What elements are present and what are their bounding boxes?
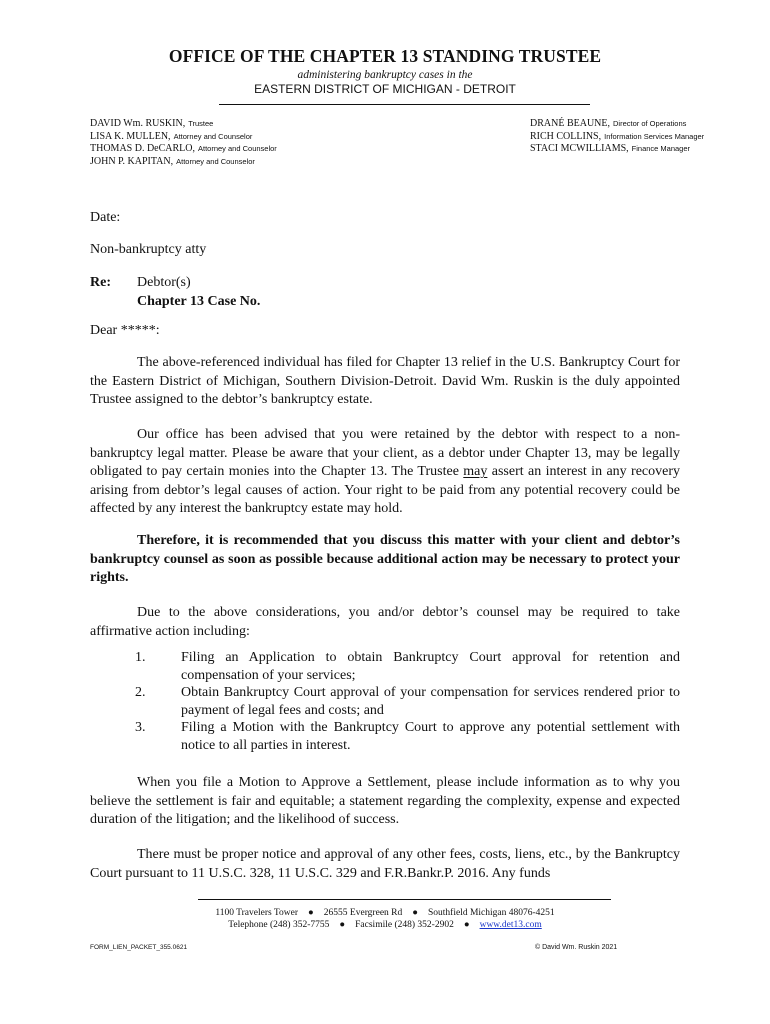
- paragraph-5: [90, 774, 680, 830]
- footer-address-building: 1100 Travelers Tower: [215, 908, 299, 918]
- staff-name: LISA K. MULLEN,: [90, 130, 171, 142]
- paragraph-6: [90, 846, 680, 883]
- list-item: [90, 649, 680, 684]
- paragraph-6-text: There must be proper notice and approval of any other fees, costs, liens, etc., by the Bankruptcy Court pursuant to 11 U.S.C. 328, 11 U.S.C. 329 and F.R.Bankr.P. 2016. Any funds: [90, 847, 680, 881]
- re-case-number: Chapter 13 Case No.: [137, 293, 261, 309]
- staff-role: Finance Manager: [631, 144, 691, 153]
- staff-role: Information Services Manager: [604, 131, 705, 141]
- bullet-separator: ●: [308, 908, 314, 918]
- staff-name: RICH COLLINS,: [530, 130, 602, 142]
- staff-list-left: [90, 118, 277, 168]
- staff-name: DAVID Wm. RUSKIN,: [90, 118, 186, 129]
- staff-role: Director of Operations: [613, 119, 687, 128]
- paragraph-5-text: When you file a Motion to Approve a Settlement, please include information as to why you believe the settlement is fair and equitable; a statement regarding the complexity, expense and expected duration of the litigation; and the likelihood of success.: [90, 775, 680, 828]
- header-divider: [219, 104, 590, 105]
- list-item-number: 2.: [135, 685, 146, 700]
- staff-entry: [90, 156, 277, 169]
- staff-name: STACI MCWILLIAMS,: [530, 143, 629, 154]
- list-item-text: Filing a Motion with the Bankruptcy Court to approve any potential settlement with notice to all parties in interest.: [181, 720, 680, 753]
- staff-role: Attorney and Counselor: [173, 131, 253, 141]
- re-lines: [137, 274, 260, 311]
- date-line: Date:: [90, 210, 121, 225]
- recommendation-text: Therefore, it is recommended that you discuss this matter with your client and debtor’s bankruptcy counsel as soon as possible because additional action may be necessary to protect your rights.: [90, 533, 680, 586]
- footer-contact: [0, 919, 770, 931]
- form-identifier: FORM_LIEN_PACKET_355.0621: [90, 944, 188, 951]
- footer-address: [0, 907, 770, 919]
- staff-role: Attorney and Counselor: [176, 156, 255, 166]
- paragraph-4: [90, 604, 680, 641]
- list-item-text: Obtain Bankruptcy Court approval of your compensation for services rendered prior to payment of legal fees and costs; and: [181, 685, 680, 718]
- salutation: Dear *****:: [90, 323, 160, 338]
- staff-name: DRANÉ BEAUNE,: [530, 118, 610, 129]
- action-list: [90, 649, 680, 754]
- copyright-notice: © David Wm. Ruskin 2021: [535, 944, 618, 951]
- paragraph-1-text: The above-referenced individual has filed for Chapter 13 relief in the U.S. Bankruptcy Court for the Eastern District of Michigan, Southern Division-Detroit. David Wm. Ruskin is the duly appointed Trustee assigned to the debtor’s bankruptcy estate.: [90, 355, 680, 408]
- emphasis-may: may: [463, 464, 488, 480]
- paragraph-2-part-a: Our office has been advised that you were retained by the debtor with respect to a non-bankruptcy legal matter. Please be aware that your client, as a debtor under Chapter 13, may be legally obligated to pay certain monies into the Chapter 13. The Trustee: [90, 427, 680, 480]
- list-item-number: 3.: [135, 720, 146, 735]
- paragraph-4-text: Due to the above considerations, you and/or debtor’s counsel may be required to take affirmative action including:: [90, 605, 680, 639]
- footer-fax: Facsimile (248) 352-2902: [355, 920, 454, 930]
- footer-address-street: 26555 Evergreen Rd: [323, 908, 403, 918]
- staff-role: Trustee: [188, 119, 214, 128]
- office-district: EASTERN DISTRICT OF MICHIGAN - DETROIT: [254, 82, 516, 96]
- list-item-number: 1.: [135, 650, 146, 665]
- staff-name: JOHN P. KAPITAN,: [90, 155, 174, 167]
- staff-name: THOMAS D. DeCARLO,: [90, 143, 195, 154]
- staff-entry: [90, 131, 277, 144]
- bullet-separator: ●: [463, 920, 470, 930]
- footer-address-city: Southfield Michigan 48076-4251: [428, 908, 555, 918]
- staff-entry: [90, 118, 277, 131]
- bullet-separator: ●: [339, 920, 346, 930]
- paragraph-2-part-b: assert an interest in any recovery arising from debtor’s legal causes of action. Your right to be paid from any potential recovery could be affected by any interest the bankruptcy estate may hold.: [90, 464, 680, 517]
- bullet-separator: ●: [412, 908, 418, 918]
- list-item: [90, 719, 680, 754]
- staff-entry: [530, 131, 704, 144]
- website-link[interactable]: www.det13.com: [479, 920, 542, 930]
- staff-entry: [90, 143, 277, 156]
- staff-entry: [530, 118, 704, 131]
- paragraph-1: [90, 354, 680, 410]
- paragraph-3: [90, 532, 680, 588]
- staff-entry: [530, 143, 704, 156]
- footer-phone: Telephone (248) 352-7755: [228, 920, 330, 930]
- office-title: OFFICE OF THE CHAPTER 13 STANDING TRUSTEE: [168, 46, 602, 66]
- re-label: Re:: [90, 275, 111, 290]
- paragraph-2: [90, 426, 680, 519]
- paragraph-2-text: [90, 426, 680, 519]
- list-item: [90, 684, 680, 719]
- staff-list-right: [530, 118, 704, 156]
- staff-role: Attorney and Counselor: [198, 144, 277, 153]
- office-subtitle: administering bankruptcy cases in the: [297, 69, 473, 81]
- recipient-line: Non-bankruptcy atty: [90, 242, 207, 257]
- footer-divider: [198, 899, 611, 900]
- list-item-text: Filing an Application to obtain Bankruptcy Court approval for retention and compensation of your services;: [181, 650, 680, 683]
- re-debtor: Debtor(s): [137, 275, 191, 290]
